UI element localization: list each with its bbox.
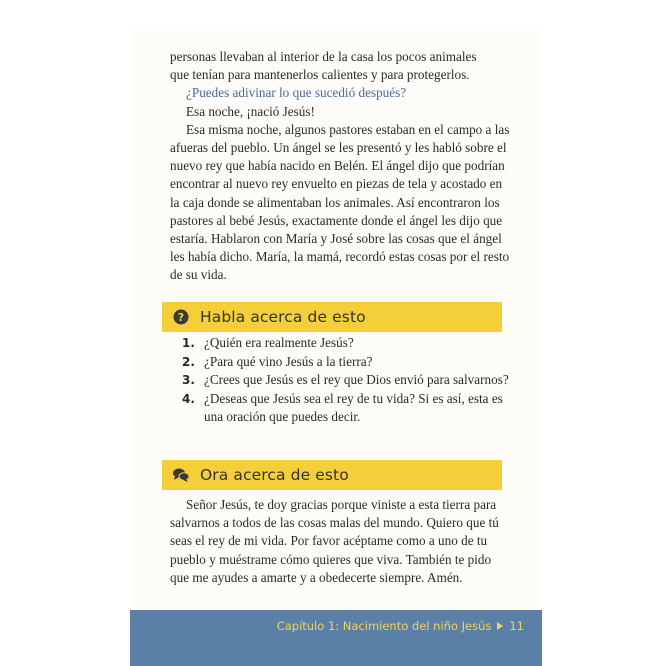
story-line-1: personas llevaban al interior de la casa los pocos animales: [170, 49, 477, 64]
question-text: ¿Para qué vino Jesús a la tierra?: [204, 353, 373, 369]
question-list: [182, 334, 514, 427]
list-item: [182, 390, 514, 427]
talk-title: Habla acerca de esto: [200, 308, 366, 326]
question-number: 3.: [182, 373, 195, 388]
triangle-right-icon: [497, 622, 503, 630]
footer-label: [277, 619, 524, 633]
question-number: 4.: [182, 391, 195, 406]
question-number: 1.: [182, 336, 195, 350]
book-page: [130, 30, 542, 666]
prayer-text: [170, 496, 510, 587]
question-number: 2.: [182, 354, 195, 369]
pray-banner: [162, 460, 502, 490]
svg-text:?: ?: [177, 311, 185, 324]
story-line-2: que tenían para mantenerlos calientes y para protegerlos.: [170, 67, 470, 83]
prayer-paragraph: Señor Jesús, te doy gracias porque viniste a esta tierra para salvarnos a todos de las cosas malas del mundo. Quiero que tú seas el rey de mi vida. Por favor acéptame como a uno de tu pueblo y muéstrame cómo quieres que viva. También te pido que me ayudes a amarte y a obedecerte siempre. Amén.: [170, 497, 499, 585]
chapter-title: Capítulo 1: Nacimiento del niño Jesús: [276, 619, 492, 633]
page-number: 11: [509, 619, 524, 633]
question-text: ¿Crees que Jesús es el rey que Dios envió para salvarnos?: [204, 372, 509, 388]
list-item: [182, 334, 514, 353]
story-question: ¿Puedes adivinar lo que sucedió después?: [186, 85, 407, 101]
story-night: Esa noche, ¡nació Jesús!: [186, 103, 315, 119]
story-text: [170, 48, 510, 285]
pray-title: Ora acerca de esto: [200, 466, 349, 484]
question-text: ¿Quién era realmente Jesús?: [204, 335, 354, 350]
question-text: ¿Deseas que Jesús sea el rey de tu vida? Si es así, esta es una oración que puedes decir.: [204, 390, 503, 425]
page-footer: [130, 610, 542, 666]
talk-banner: [162, 302, 502, 332]
question-circle-icon: [170, 306, 192, 328]
list-item: [182, 371, 514, 390]
speech-bubbles-icon: [170, 464, 192, 486]
list-item: [182, 353, 514, 372]
story-shepherds: Esa misma noche, algunos pastores estaban en el campo a las afueras del pueblo. Un ángel se les presentó y les habló sobre el nuevo rey que había nacido en Belén. El ángel dijo que podrían encontrar al nuevo rey envuelto en piezas de tela y acostado en la caja donde se alimentaban los animales. Así encontraron los pastores al bebé Jesús, exactamente donde el ángel les dijo que estaría. Hablaron con María y José sobre las cosas que el ángel les había dicho. María, la mamá, recordó estas cosas por el resto de su vida.: [170, 121, 510, 283]
